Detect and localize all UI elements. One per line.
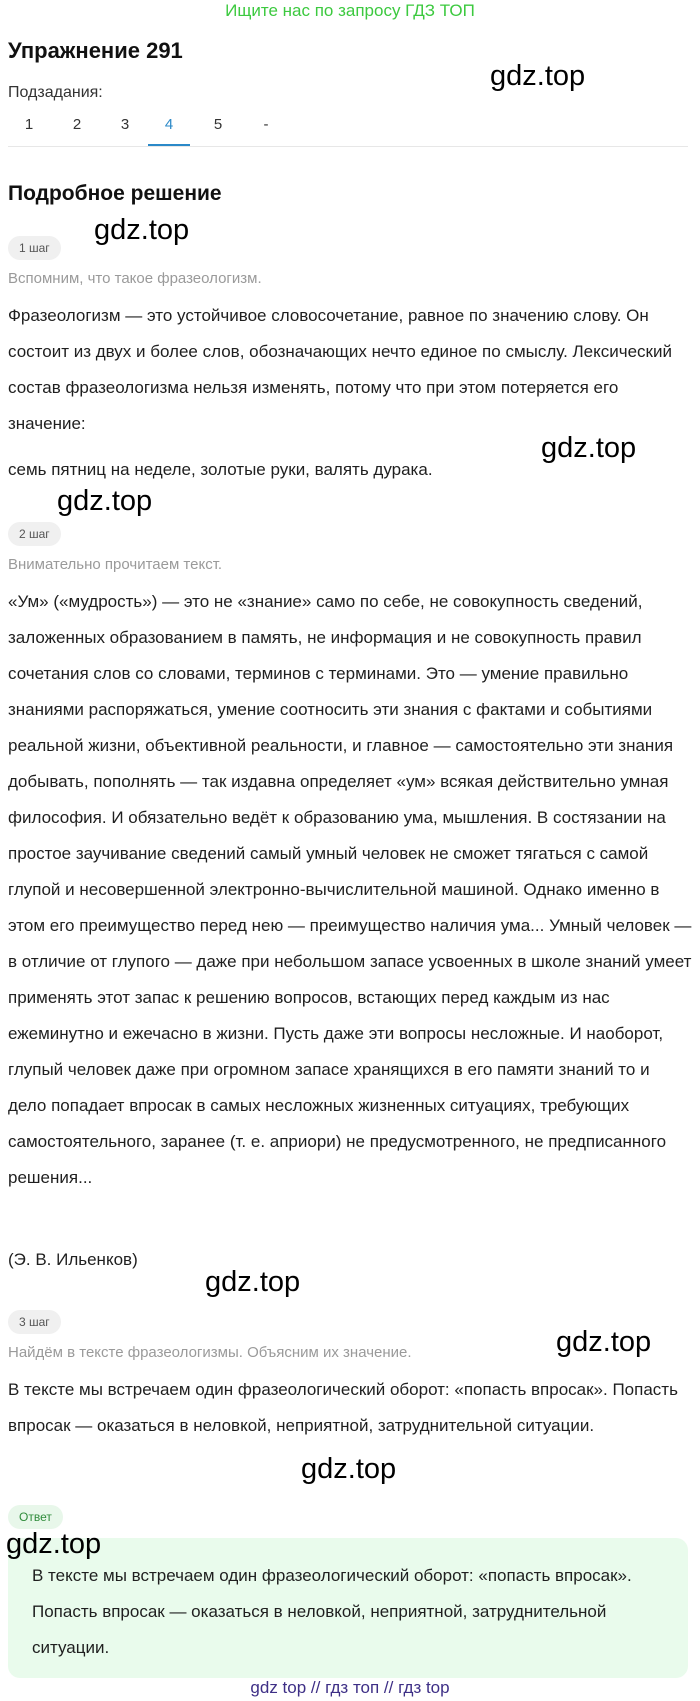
- watermark: gdz.top: [301, 1453, 397, 1485]
- step-hint: Внимательно прочитаем текст.: [8, 556, 223, 573]
- watermark: gdz.top: [57, 485, 153, 517]
- step-hint: Вспомним, что такое фразеологизм.: [8, 270, 262, 287]
- step-badge: 2 шаг: [8, 522, 61, 546]
- promo-banner: Ищите нас по запросу ГДЗ ТОП: [225, 1, 475, 20]
- step-paragraph: В тексте мы встречаем один фразеологический оборот: «попасть впросак». Попасть впросак — оказаться в неловкой, неприятной, затруднительной ситуации.: [8, 1380, 678, 1435]
- subtasks-label: Подзадания:: [8, 84, 103, 101]
- step-badge: 3 шаг: [8, 1310, 61, 1334]
- watermark: gdz.top: [94, 214, 190, 246]
- tab-4[interactable]: 4: [148, 114, 190, 146]
- watermark: gdz.top: [6, 1528, 102, 1560]
- watermark: gdz.top: [490, 60, 586, 92]
- step-paragraph: Фразеологизм — это устойчивое словосочетание, равное по значению слову. Он состоит из двух и более слов, обозначающих нечто единое по смыслу. Лексический состав фразеологизма нельзя изменять, потому что при этом потеряется его значение:: [8, 306, 672, 433]
- step-badge: 1 шаг: [8, 236, 61, 260]
- tab-1[interactable]: 1: [24, 116, 34, 133]
- answer-badge: Ответ: [8, 1505, 63, 1529]
- tab-3[interactable]: 3: [120, 116, 130, 133]
- subtask-tabs: [8, 114, 688, 147]
- step-paragraph: семь пятниц на неделе, золотые руки, валять дурака.: [8, 460, 433, 479]
- tab-5[interactable]: 5: [213, 116, 223, 133]
- tab-2[interactable]: 2: [72, 116, 82, 133]
- watermark: gdz.top: [205, 1266, 301, 1298]
- step-paragraph: (Э. В. Ильенков): [8, 1250, 138, 1269]
- watermark: gdz.top: [556, 1326, 652, 1358]
- step-paragraph: «Ум» («мудрость») — это не «знание» само по себе, не совокупность сведений, заложенных образованием в память, не информация и не совокупность правил сочетания слов со словами, терминов с терминами. Это — умение правильно знаниями распоряжаться, умение соотносить эти знания с фактами и событиями реальной жизни, объективной реальности, и главное — самостоятельно эти знания добывать, пополнять — так издавна определяет «ум» всякая действительно умная философия. И обязательно ведёт к образованию ума, мышления. В состязании на простое заучивание сведений самый умный человек не сможет тягаться с самой глупой и несовершенной электронно-вычислительной машиной. Однако именно в этом его преимущество перед нею — преимущество наличия ума... Умный человек — в отличие от глупого — даже при небольшом запасе усвоенных в школе знаний умеет применять этот запас к решению вопросов, встающих перед каждым из нас ежеминутно и ежечасно в жизни. Пусть даже эти вопросы несложные. И наоборот, глупый человек даже при огромном запасе хранящихся в его памяти знаний то и дело попадает впросак в самых несложных жизненных ситуациях, требующих самостоятельного, заранее (т. е. априори) не предусмотренного, не предписанного решения...: [8, 592, 692, 1187]
- footer-links[interactable]: gdz top // гдз топ // гдз top: [250, 1678, 450, 1697]
- exercise-title: Упражнение 291: [8, 38, 183, 63]
- step-hint: Найдём в тексте фразеологизмы. Объясним их значение.: [8, 1344, 412, 1361]
- watermark: gdz.top: [541, 432, 637, 464]
- tab-dash[interactable]: -: [263, 116, 269, 133]
- section-title: Подробное решение: [8, 182, 222, 205]
- answer-text: В тексте мы встречаем один фразеологический оборот: «попасть впросак». Попасть впросак — оказаться в неловкой, неприятной, затруднительной ситуации.: [32, 1566, 632, 1657]
